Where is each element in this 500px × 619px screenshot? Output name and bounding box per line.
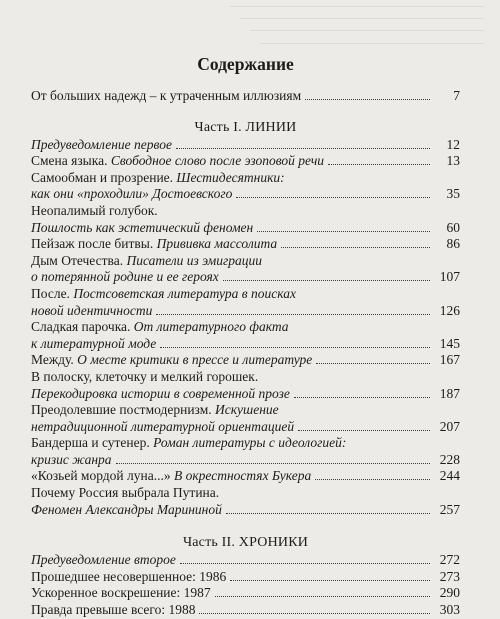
dot-leader <box>199 613 430 614</box>
dot-leader <box>305 99 430 100</box>
toc-entry <box>31 369 460 402</box>
entry-title: От больших надежд – к утраченным иллюзиям <box>31 88 302 103</box>
entry-last-line <box>31 419 460 436</box>
entry-title: Правда превыше всего: 1988 <box>31 602 196 618</box>
page-number: 86 <box>446 236 460 252</box>
entry-title: В полоску, клеточку и мелкий горошек. <box>31 368 259 384</box>
entry-subtitle-continued: новой идентичности <box>31 302 153 318</box>
dot-leader <box>223 280 430 281</box>
entry-title <box>31 253 460 270</box>
entry-title <box>31 286 460 303</box>
toc-entry <box>31 137 460 154</box>
dot-leader <box>315 479 430 480</box>
toc-entry <box>31 402 460 435</box>
part-2-title: Часть II. ХРОНИКИ <box>182 535 309 551</box>
entry-title <box>31 236 277 253</box>
entry-title-plain: После. <box>31 285 74 301</box>
toc-entry <box>31 253 460 286</box>
entry-subtitle-continued: кризис жанра <box>31 451 112 467</box>
entry-subtitle-continued: нетрадиционной литературной ориентацией <box>31 418 295 434</box>
entry-last-line <box>31 386 460 403</box>
entry-title-plain: Сладкая парочка. <box>31 319 134 335</box>
entry-subtitle: В окрестностях Букера <box>173 468 312 484</box>
toc-entry <box>31 552 460 569</box>
page-number: 303 <box>439 602 460 618</box>
entry-title <box>31 352 312 369</box>
page-number: 60 <box>446 219 460 235</box>
entry-subtitle: Постсоветская литература в поисках <box>73 285 296 301</box>
page-number: 13 <box>446 153 460 169</box>
entry-subtitle: Свободное слово после эзоповой речи <box>110 153 325 169</box>
entry-title-plain: Пейзаж после битвы. <box>31 236 157 252</box>
toc-entry <box>31 435 460 468</box>
entry-title <box>31 402 460 419</box>
page-number: 107 <box>439 269 460 285</box>
part-1-title: Часть I. ЛИНИИ <box>194 119 297 135</box>
entry-title: Почему Россия выбрала Путина. <box>31 485 220 501</box>
entry-title-plain: «Козьей мордой луна...» <box>31 468 174 484</box>
entry-last-line <box>31 186 460 203</box>
entry-title <box>31 170 460 187</box>
entry-subtitle: От литературного факта <box>133 319 289 335</box>
page-number: 145 <box>439 335 460 351</box>
toc-entry <box>31 286 460 319</box>
dot-leader <box>226 513 430 514</box>
entry-title-plain: Преодолевшие постмодернизм. <box>31 402 215 418</box>
entry-title-plain: Смена языка. <box>31 153 111 169</box>
entry-title <box>31 153 324 170</box>
toc-entry <box>31 203 460 236</box>
entry-last-line <box>31 303 460 320</box>
entry-subtitle: Прививка массолита <box>156 236 278 252</box>
entry-title: Ускоренное воскрешение: 1987 <box>31 585 211 601</box>
toc-heading: Содержание <box>197 54 294 74</box>
dot-leader <box>176 148 430 149</box>
page-number: 126 <box>439 302 460 318</box>
entry-title-plain: Дым Отечества. <box>31 252 127 268</box>
page-bleed-through <box>0 0 500 60</box>
page-number: 12 <box>446 136 460 152</box>
dot-leader <box>257 231 430 232</box>
entry-subtitle-continued: Феномен Александры Марининой <box>31 501 222 517</box>
toc-entry <box>31 352 460 369</box>
entry-title: Предуведомление первое <box>31 136 172 152</box>
page-number: 167 <box>439 352 460 368</box>
entry-title <box>31 319 460 336</box>
table-of-contents <box>31 54 460 619</box>
entry-title-plain: Самообман и прозрение. <box>31 169 177 185</box>
page-number: 207 <box>439 418 460 434</box>
page-number: 272 <box>439 552 460 568</box>
dot-leader <box>116 463 430 464</box>
toc-entry <box>31 569 460 586</box>
dot-leader <box>180 563 430 564</box>
toc-entry <box>31 170 460 203</box>
toc-entry <box>31 236 460 253</box>
page-number: 228 <box>439 451 460 467</box>
entry-title <box>31 468 311 485</box>
page-number: 257 <box>439 501 460 517</box>
toc-entry <box>31 468 460 485</box>
dot-leader <box>236 197 430 198</box>
entry-subtitle-continued: как они «проходили» Достоевского <box>31 186 233 202</box>
entry-last-line <box>31 220 460 237</box>
entry-title <box>31 435 460 452</box>
toc-entry <box>31 153 460 170</box>
entry-title-plain: Бандерша и сутенер. <box>31 435 154 451</box>
entry-title: Предуведомление второе <box>31 552 176 568</box>
page-number: 244 <box>439 468 460 484</box>
entry-subtitle-continued: Пошлость как эстетический феномен <box>31 219 254 235</box>
entry-last-line <box>31 269 460 286</box>
entry-subtitle: Писатели из эмиграции <box>126 252 262 268</box>
entry-subtitle-continued: о потерянной родине и ее героях <box>31 269 219 285</box>
entry-subtitle: Роман литературы с идеологией: <box>153 435 347 451</box>
dot-leader <box>298 430 430 431</box>
entry-subtitle: Искушение <box>214 402 279 418</box>
dot-leader <box>294 397 430 398</box>
toc-entry <box>31 602 460 619</box>
page-number: 290 <box>439 585 460 601</box>
entry-last-line <box>31 502 460 519</box>
entry-subtitle: О месте критики в прессе и литературе <box>77 352 313 368</box>
entry-subtitle-continued: Перекодировка истории в современной прозе <box>31 385 290 401</box>
page-number: 35 <box>446 186 460 202</box>
entry-title: Прошедшее несовершенное: 1986 <box>31 568 227 584</box>
dot-leader <box>156 314 430 315</box>
toc-entry <box>31 485 460 518</box>
dot-leader <box>215 596 430 597</box>
entry-subtitle-continued: к литературной моде <box>31 335 157 351</box>
entry-last-line <box>31 452 460 469</box>
toc-entry <box>31 319 460 352</box>
entry-last-line <box>31 336 460 353</box>
entry-title-plain: Между. <box>31 352 78 368</box>
toc-entry-intro <box>31 88 460 105</box>
page-number: 273 <box>439 568 460 584</box>
dot-leader <box>316 363 430 364</box>
entry-subtitle: Шестидесятники: <box>176 169 285 185</box>
page-number: 7 <box>453 88 460 103</box>
dot-leader <box>160 347 430 348</box>
dot-leader <box>328 164 430 165</box>
page-number: 187 <box>439 385 460 401</box>
toc-entry <box>31 585 460 602</box>
dot-leader <box>230 580 430 581</box>
dot-leader <box>281 247 430 248</box>
entry-title: Неопалимый голубок. <box>31 202 158 218</box>
